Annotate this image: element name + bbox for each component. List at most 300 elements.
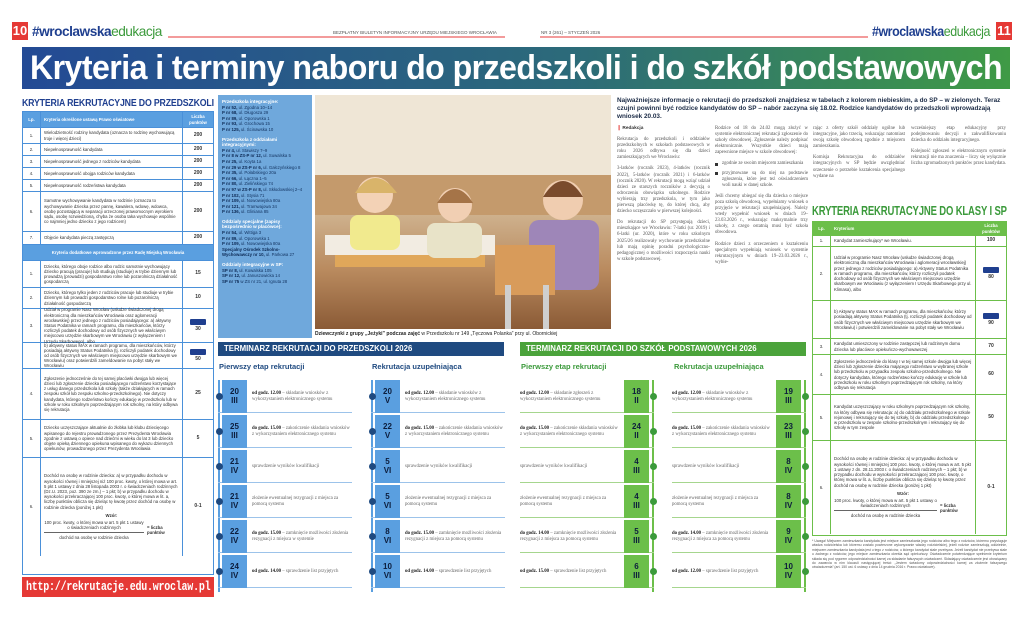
schedule-date — [375, 450, 400, 483]
date-month: III — [785, 430, 792, 440]
schedule-time: do godz. 14.00 — [672, 530, 702, 536]
criteria-text-body: Kandydat uczęszczający w roku szkolnym poprzedzającym rok szkolny, na który odbywa się rekrutacja: a) do oddziału przedszkolnego w szkole rejonowej i rekrutujący się do tej szkoły, b) do oddziału przedszkolnego w przedszkolu w zespole szkolno-przedszkolnym i rekrutujący się do szkoły w tym zespole — [834, 404, 971, 431]
criteria-text-body: Niepełnosprawność rodzeństwa kandydata — [44, 182, 126, 188]
schedule-action: – sprawdzenie list przyjętych — [434, 568, 492, 574]
date-day: 5 — [634, 527, 639, 536]
criteria-row — [813, 301, 1006, 339]
institution-address: ul. Zgodna 10–14 — [237, 104, 273, 110]
schedule-description — [672, 380, 770, 413]
points-value: 60 — [988, 370, 994, 377]
criteria-number: 2. — [23, 288, 41, 308]
school-criteria-table — [812, 221, 1007, 536]
school-criteria-heading-box — [812, 203, 1007, 219]
schedule-text — [405, 426, 503, 438]
criteria-text-body: Udział w programie Nasz Wrocław (usłudze świadczonej drogą elektroniczną dla mieszkańców Wrocławia oraz aglomeracji wrocławskiej) przez jednego z rodziców posiadającego: a) aktywny Status Podatnika w ramach programu, dla mieszkańców, którzy rozliczyli podatek dochodowy od osób fizycznych we właściwym miejscowo urzędzie skarbowym we Wrocławiu (z wyłączeniem I Urzędu Skarbowego), albo — [44, 307, 172, 344]
institution-name: Specjalny Ośrodek Szkolno-Wychowawczy nr 10, — [222, 246, 280, 258]
criteria-number: 5. — [813, 395, 831, 440]
date-day: 21 — [230, 457, 239, 466]
schedule-action: sprawdzenie wyników kwalifikacji — [520, 463, 588, 469]
page-number-left: 10 — [12, 23, 28, 38]
criteria-text — [831, 355, 976, 394]
recruitment-url-link[interactable]: http://rekrutacje.edu.wroclaw.pl — [26, 580, 211, 594]
preschool-criteria-heading: KRYTERIA REKRUTACYJNE DO PRZEDSZKOLI — [22, 97, 214, 109]
footnote: * Uwaga! Miejscem zamieszkania kandydata jest miejsce zamieszkania jego rodziców albo tego z rodziców, któremu przysługuje władza rodzicielska lub któremu zostało powierzone wykonywanie władzy rodzicielskiej, jeżeli rodzice zamieszkują oddzielnie, miejscem zamieszkania kandydata jest u tego z rodziców, u którego kandydat stale przebywa. Jeżeli kandydat nie przebywa stale u żadnego z rodziców, jego miejsce zamieszkania określa sąd opiekuńczy. Oświadczenie potwierdzające spełnienie kryterium składa się pod rygorem odpowiedzialności karnej za składanie fałszywych oświadczeń. Składający oświadczenie jest obowiązany do zawarcia w nim klauzuli następującej treści: „Jestem świadomy odpowiedzialności karnej za złożenie fałszywego oświadczenia” (art. 150 ust. 6 ustawy z dnia 14 grudnia 2016 r. Prawo oświatowe). — [812, 539, 1007, 570]
schedule-time: od godz. 15.00 — [520, 568, 550, 574]
article-column-1 — [617, 126, 710, 268]
criteria-number: 6. — [23, 458, 41, 556]
schedule-description — [672, 450, 770, 483]
schedule-row — [218, 485, 352, 518]
date-day: 24 — [230, 562, 239, 571]
criteria-row — [23, 369, 213, 420]
criteria-number: 4. — [813, 355, 831, 394]
criteria-row — [23, 180, 213, 192]
institution-address: ul. Suwalska 5 — [261, 153, 291, 159]
date-month: III — [633, 535, 640, 545]
criteria-number: 2. — [23, 144, 41, 155]
timeline-dot-icon — [216, 393, 223, 400]
timeline-dot-icon — [650, 533, 657, 540]
criteria-points — [183, 168, 213, 179]
schedule-description — [252, 450, 350, 483]
schedule-text — [252, 569, 338, 575]
schedule-action: złożenie ewentualnej rezygnacji z miejsca za pomocą systemu — [252, 495, 339, 507]
criteria-number — [813, 301, 831, 338]
brand-light: edukacja — [943, 23, 990, 39]
institution-address: ul. Skłodowskiej 2–4 — [261, 186, 303, 192]
timeline-dot-icon — [216, 428, 223, 435]
schedule-time: do godz. 15.00 — [405, 530, 435, 536]
schedule-text — [252, 531, 350, 543]
criteria-points — [183, 309, 213, 342]
page-title: Kryteria i terminy naboru do przedszkoli i do szkół podstawowych — [30, 49, 1003, 87]
schedule-text — [405, 531, 503, 543]
article-paragraph: Rekrutacja do przedszkoli i oddziałów przedszkolnych w szkołach podstawowych w roku 2026 odbywa się dla dzieci zamieszkujących we Wrocławiu: — [617, 137, 710, 161]
criteria-text-body: Niepełnosprawność jednego z rodziców kandydata — [44, 158, 141, 164]
criteria-points — [183, 261, 213, 287]
schedule-text — [520, 531, 618, 543]
timeline-dot-icon — [650, 393, 657, 400]
points-value: 5 — [196, 434, 200, 441]
criteria-row — [23, 192, 213, 232]
date-month: V — [384, 430, 391, 440]
date-month: IV — [230, 535, 239, 545]
institution-name: P nr 136, — [222, 209, 240, 215]
timeline-dot-icon — [802, 463, 809, 470]
schedule-date — [375, 520, 400, 553]
criteria-number: 3. — [813, 339, 831, 354]
schedule-time: od godz. 14.00 — [252, 568, 282, 574]
schedule-text — [672, 496, 770, 508]
schedule-action: – zamknięcie możliwości złożenia rezygnacji z miejsca za pomocą systemu — [405, 530, 502, 542]
date-month: VI — [383, 465, 392, 475]
criteria-number: 1. — [23, 128, 41, 143]
schedule-row — [218, 555, 352, 588]
criteria-text — [41, 420, 183, 457]
schedule-action: – sprawdzenie list przyjętych — [281, 568, 339, 574]
school-schedule-heading: TERMINARZ REKRUTACJI DO SZKÓŁ PODSTAWOWYCH 2026 — [520, 342, 806, 356]
schedule-row — [371, 485, 505, 518]
schedule-description — [672, 520, 770, 553]
criteria-text-body: Kandydat zamieszkujący* we Wrocławiu. — [834, 238, 912, 244]
header-lp: Lp. — [23, 112, 41, 127]
date-day: 23 — [784, 422, 793, 431]
byline-marker-icon: ❙ — [617, 126, 623, 131]
criteria-text — [831, 441, 976, 534]
date-month: III — [633, 570, 640, 580]
institution-address: ul. Zielińskiego 74 — [237, 181, 274, 187]
article-column-2 — [715, 126, 808, 271]
criteria-text — [41, 261, 183, 287]
criteria-text — [831, 247, 976, 300]
points-value: 50 — [988, 413, 994, 420]
criteria-points — [976, 301, 1006, 338]
criteria-points — [183, 192, 213, 231]
schedule-description — [672, 415, 770, 448]
points-value: 15 — [195, 270, 201, 277]
header-criteria: Kryteria określone ustawą Prawo oświatowe — [41, 112, 183, 127]
schedule-row — [371, 415, 505, 448]
schedule-date — [776, 415, 801, 448]
photo-children-preschool — [315, 95, 611, 329]
institution-address: ul. Oporowska 1 — [237, 115, 270, 121]
article-column-3 — [813, 126, 905, 185]
date-month: III — [231, 395, 238, 405]
preschool-supplementary-title: Rekrutacja uzupełniająca — [372, 362, 462, 371]
schedule-row — [218, 520, 352, 553]
points-value: 200 — [193, 157, 203, 164]
date-month: IV — [784, 535, 793, 545]
schedule-date — [624, 520, 649, 553]
criteria-text-body: b) aktywny status MAX w ramach programu, dla mieszkańców, którzy posiadają aktywny Status Podatnika (tj. rozliczyli podatek dochodowy od osób fizycznych we właściwym miejscowo urzędzie skarbowym we Wrocławiu) oraz potwierdzili zameldowanie na pobyt stały we Wrocławiu — [44, 342, 178, 369]
points-value: 100 — [986, 237, 996, 244]
institution-address: ul. Stawiszy 7–9 — [235, 147, 268, 153]
institution-name: SP nr 12, — [222, 273, 241, 279]
criteria-text — [831, 339, 976, 354]
article-paragraph: 3-latków (rocznik 2023), 4-latków (rocznik 2022), 5-latków (rocznik 2021) i 6-latków (rocznik 2020). W rekrutacji mogą wziąć udział dzieci ze starszych roczników z decyzją o odroczeniu obowiązku szkolnego. Rodzice wybierają trzy przedszkola, w tym jako pierwszą placówkę tę, do której chcą, aby dziecko uczęszczało w pierwszej kolejności. — [617, 166, 710, 215]
schedule-text — [252, 464, 319, 470]
brand-text — [872, 22, 990, 40]
formula-numerator: 100 proc. kwoty, o której mowa w art. 5 pkt 1 ustawy o świadczeniach rodzinnych — [834, 498, 937, 511]
criteria-row — [813, 247, 1006, 301]
schedule-time: do godz. 15.00 — [252, 425, 282, 431]
criteria-text — [41, 309, 183, 342]
formula-fraction — [44, 520, 144, 541]
institution-item — [222, 209, 308, 215]
schedule-text — [405, 496, 503, 508]
institution-address: ul. Tramwajowa 34 — [239, 203, 277, 209]
date-month: IV — [230, 570, 239, 580]
institution-name: P nr 93, — [222, 121, 238, 127]
points-value: 90 — [988, 319, 994, 326]
schedule-time: od godz. 12.00 — [405, 390, 435, 396]
schedule-date — [222, 485, 247, 518]
schedule-time: do godz. 14.00 — [520, 530, 550, 536]
schedule-time: od godz. 12.00 — [252, 390, 282, 396]
brand-right — [872, 22, 990, 40]
preschool-supplementary-timeline — [371, 380, 505, 595]
schedule-row — [672, 485, 806, 518]
schedule-description — [672, 555, 770, 588]
formula-result: = liczba punktów — [940, 503, 958, 514]
date-month: III — [633, 500, 640, 510]
formula-label: Wzór: — [897, 490, 909, 496]
points-value: 200 — [193, 145, 203, 152]
criteria-number: 3. — [23, 156, 41, 167]
schedule-action: – zamknięcie możliwości złożenia rezygnacji z miejsca za pomocą systemu — [672, 530, 769, 542]
schedule-row — [218, 380, 352, 413]
formula-fraction — [834, 498, 937, 519]
criteria-text-body: b) Aktywny status MAX w ramach programu, dla mieszkańców, którzy posiadają aktywny Status Podatnika (tj. rozliczyli podatek dochodowy od osób fizycznych we właściwym miejscowo urzędzie skarbowym we Wrocławiu) i potwierdzili zameldowanie na pobyt stały we Wrocławiu — [834, 309, 972, 330]
institution-address: ul. Grochowa 15 — [237, 121, 270, 127]
formula-numerator: 100 proc. kwoty, o której mowa w art. 5 pkt 1 ustawy o świadczeniach rodzinnych — [44, 520, 144, 533]
points-value: 10 — [195, 294, 201, 301]
criteria-points — [976, 339, 1006, 354]
schedule-row — [520, 380, 654, 413]
criteria-section-row: Kryteria dodatkowe wprowadzone przez Radę Miejską Wrocławia — [23, 245, 213, 261]
timeline-dot-icon — [216, 533, 223, 540]
recruitment-url-box — [22, 577, 214, 597]
criteria-number: 6. — [23, 192, 41, 231]
criteria-text — [41, 128, 183, 143]
schedule-text — [520, 496, 618, 508]
formula-result: = liczba punktów — [147, 525, 165, 536]
schedule-date — [776, 520, 801, 553]
institution-address: ul. Nowowiejska 80a — [239, 198, 281, 204]
schedule-row — [672, 450, 806, 483]
schedule-action: – składanie wniosków z wykorzystaniem elektronicznego systemu — [672, 390, 753, 402]
schedule-action: sprawdzenie wyników kwalifikacji — [405, 463, 473, 469]
formula-label: Wzór: — [105, 512, 118, 518]
criteria-number: 4. — [23, 369, 41, 419]
institution-address: ul. Nowowiejska 80a — [239, 241, 281, 247]
criteria-number: 5. — [23, 180, 41, 191]
schedule-description — [252, 520, 350, 553]
caption-text — [315, 331, 557, 337]
criteria-text — [831, 236, 976, 246]
schedule-date — [624, 380, 649, 413]
nasz-wroclaw-logo-icon — [190, 319, 206, 325]
schedule-date — [776, 485, 801, 518]
timeline-dot-icon — [802, 428, 809, 435]
schedule-date — [222, 380, 247, 413]
criteria-points — [183, 180, 213, 191]
brand-text — [32, 22, 162, 40]
schedule-text — [520, 391, 618, 403]
date-month: IV — [230, 500, 239, 510]
timeline-dot-icon — [802, 533, 809, 540]
photo-caption — [315, 331, 611, 337]
institution-name: P nr 125, — [222, 126, 240, 132]
date-day: 22 — [383, 422, 392, 431]
criteria-number: 1. — [23, 261, 41, 287]
preschool-schedule-heading: TERMINARZ REKRUTACJI DO PRZEDSZKOLI 2026 — [218, 342, 504, 356]
schedule-time: do godz. 15.00 — [405, 425, 435, 431]
points-value: 200 — [193, 234, 203, 241]
criteria-points — [183, 156, 213, 167]
institution-name: SP nr 8, — [222, 267, 238, 273]
page-title-banner — [22, 47, 1010, 89]
criteria-text — [41, 168, 183, 179]
institutions-box — [218, 95, 312, 338]
date-month: IV — [784, 465, 793, 475]
schedule-description — [252, 555, 350, 588]
criteria-text — [41, 180, 183, 191]
criteria-points — [976, 355, 1006, 394]
criteria-row — [23, 309, 213, 343]
article-paragraph: wcześniejszy etap edukacyjny przy podejmowaniu decyzji o zakwalifikowaniu dziecka do oddziału integracyjnego. — [911, 126, 1006, 144]
preschool-first-stage-timeline — [218, 380, 352, 595]
schedule-row — [672, 555, 806, 588]
institution-name: P nr 121, — [222, 203, 240, 209]
schedule-action: złożenie ewentualnej rezygnacji z miejsca za pomocą systemu — [520, 495, 607, 507]
institution-address: ul. Parkowa 27 — [264, 252, 295, 258]
institution-name: P nr 35, — [222, 170, 238, 176]
schedule-row — [672, 380, 806, 413]
schedule-action: złożenie ewentualnej rezygnacji z miejsca za pomocą systemu — [672, 495, 759, 507]
schedule-description — [520, 415, 618, 448]
institution-item — [222, 127, 308, 133]
bullet-list — [715, 161, 808, 188]
criteria-points — [183, 232, 213, 244]
school-first-stage-timeline — [520, 380, 654, 595]
institution-address: ul. Połabskiego 20a — [237, 170, 277, 176]
institution-name: P nr 68, — [222, 110, 238, 116]
criteria-text-body: Objęcie kandydata pieczą zastępczą — [44, 235, 114, 241]
criteria-number: 1. — [813, 236, 831, 246]
schedule-action: sprawdzenie wyników kwalifikacji — [252, 463, 320, 469]
date-month: III — [785, 395, 792, 405]
date-day: 18 — [632, 387, 641, 396]
schedule-row — [672, 520, 806, 553]
schedule-time: do godz. 15.00 — [672, 425, 702, 431]
schedule-row — [520, 450, 654, 483]
institution-address: w ZS nr 21, ul. Ignuta 28 — [239, 278, 288, 284]
criteria-row — [813, 441, 1006, 534]
points-value: 25 — [195, 390, 201, 397]
criteria-points — [183, 144, 213, 155]
date-month: IV — [784, 570, 793, 580]
criteria-points — [976, 441, 1006, 534]
header-lp: Lp. — [813, 222, 831, 235]
schedule-row — [371, 520, 505, 553]
formula — [44, 520, 179, 541]
schedule-text — [672, 531, 770, 543]
points-value: 200 — [193, 131, 203, 138]
timeline-dot-icon — [216, 463, 223, 470]
schedule-time: od godz. 12.00 — [672, 390, 702, 396]
criteria-text-body: Dziecko, którego tylko jeden z rodziców pracuje lub studiuje w trybie dziennym lub prowadzi gospodarstwo rolne lub pozarolniczą działalność gospodarczą — [44, 290, 174, 306]
schedule-description — [405, 520, 503, 553]
date-month: IV — [784, 500, 793, 510]
date-month: III — [633, 465, 640, 475]
schedule-description — [405, 485, 503, 518]
article-paragraph: Rodzice dzieci z orzeczeniem o kształceniu specjalnym wypełniają wniosek w systemie rekrutacyjnym w dniach 19–23.03.2026 r., wybie- — [715, 241, 808, 265]
schedule-text — [520, 569, 606, 575]
header-rule — [168, 36, 505, 38]
schedule-text — [252, 496, 350, 508]
criteria-text — [41, 156, 183, 167]
schedule-description — [520, 450, 618, 483]
institution-name: P nr 25, — [222, 158, 238, 164]
header-criteria: Kryterium — [831, 222, 976, 235]
criteria-number: 6. — [813, 441, 831, 534]
criteria-points — [183, 128, 213, 143]
schedule-row — [520, 485, 654, 518]
institution-name: P nr 66, — [222, 175, 238, 181]
schedule-date — [222, 450, 247, 483]
points-value: 80 — [988, 273, 994, 280]
schedule-action: – zakończenie składania wniosków z wykorzystaniem elektronicznego systemu — [520, 425, 618, 437]
criteria-text — [831, 395, 976, 440]
criteria-text — [41, 232, 183, 244]
schedule-text — [405, 391, 503, 403]
page-number-right: 11 — [997, 23, 1011, 38]
bullet-item: zgodnie ze swoim miejscem zamieszkania — [715, 161, 808, 167]
criteria-row — [23, 156, 213, 168]
timeline-dot-icon — [369, 393, 376, 400]
schedule-row — [218, 450, 352, 483]
criteria-text-body: Dziecko uczęszczające aktualnie do żłobka lub klubu dziecięcego wpisanego do rejestru prowadzonego przez Prezydenta Wrocławia zgodnie z ustawą o opiece nad dziećmi w wieku do lat 3 lub dziecko objęte opieką dziennego opiekuna wpisanego do wykazu dziennych opiekunów, prowadzonego przez Prezydenta Wrocławia — [44, 425, 174, 452]
date-day: 9 — [786, 527, 791, 536]
timeline-dot-icon — [650, 498, 657, 505]
institution-address: ul. Gliniana 85 — [239, 209, 269, 215]
institution-name: SP nr 75 — [222, 278, 240, 284]
schedule-time: od godz. 12.00 — [672, 568, 702, 574]
institution-address: ul. Długosza 29 — [237, 110, 269, 116]
institution-address: ul. Koyta 1a — [237, 158, 262, 164]
schedule-text — [672, 391, 770, 403]
institution-name: P nr 109, — [222, 198, 240, 204]
criteria-text-body: Wielodzietność rodziny kandydata (oznacza to rodzinę wychowującą troje i więcej dzieci) — [44, 130, 175, 141]
preschool-criteria-heading-box — [22, 97, 214, 110]
criteria-text — [41, 144, 183, 155]
article-paragraph: rając z oferty szkół oddziały ogólne lub integracyjne, jako trzecią, wskazując natomiast swoją szkołę obwodową zgodnie z miejscem zamieszkania. — [813, 126, 905, 150]
institution-address: ul. Ścinawska 10 — [239, 126, 274, 132]
schedule-time: od godz. 14.00 — [405, 568, 435, 574]
criteria-points — [976, 395, 1006, 440]
schedule-row — [520, 415, 654, 448]
criteria-text-body: Samotne wychowywanie kandydata w rodzinie (oznacza to wychowywanie dziecka przez pannę, kawalera, wdowę, wdowca, osobę pozostającą w separacji orzeczonej prawomocnym wyrokiem sądu, osobę rozwiedzioną, chyba że osoba taka wychowuje wspólnie co najmniej jedno dziecko z jego rodzicem) — [44, 198, 176, 225]
schedule-date — [624, 450, 649, 483]
schedule-row — [672, 415, 806, 448]
preschool-criteria-table — [22, 111, 214, 575]
date-month: VI — [383, 500, 392, 510]
institution-address: ul. Stysia 71 — [239, 192, 265, 198]
schedule-time: od godz. 12.00 — [520, 390, 550, 396]
date-month: VI — [383, 535, 392, 545]
criteria-row — [23, 232, 213, 245]
schedule-date — [222, 520, 247, 553]
institution-name: P nr 109, — [222, 241, 240, 247]
school-criteria-heading: KRYTERIA REKRUTACYJNE DO KLASY I SP — [812, 203, 1007, 218]
institution-name: P nr 97 w ZS-P nr 8, — [222, 186, 262, 192]
date-day: 20 — [383, 387, 392, 396]
criteria-number: 2. — [813, 247, 831, 300]
criteria-row — [813, 355, 1006, 395]
institution-name: P nr 102, — [222, 192, 240, 198]
criteria-number — [23, 343, 41, 368]
criteria-text — [41, 343, 183, 368]
points-value: 50 — [195, 355, 201, 362]
date-day: 20 — [230, 387, 239, 396]
schedule-text — [520, 464, 587, 470]
institution-address: ul. Gałczyńskiego 8 — [261, 164, 301, 170]
criteria-header-row — [23, 112, 213, 128]
article-column-4 — [911, 126, 1006, 173]
institution-name: P nr 29 w ZS-P nr 6, — [222, 164, 262, 170]
timeline-dot-icon — [216, 568, 223, 575]
